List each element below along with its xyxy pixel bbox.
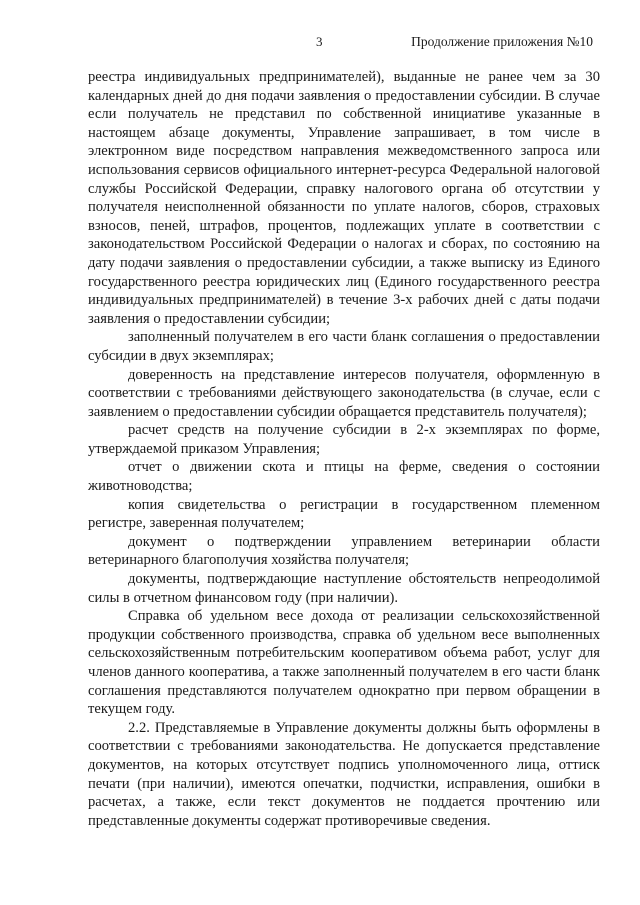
page-number: 3 bbox=[316, 34, 323, 49]
paragraph-livestock-report: отчет о движении скота и птицы на ферме, сведения о состоянии животноводства; bbox=[88, 459, 600, 495]
paragraph-power-of-attorney: доверенность на представление интересов получателя, оформленную в соответствии с требованиями действующего законодательства (в случае, если с заявлением о предоставлении субсидии обращается представитель получателя); bbox=[88, 366, 600, 420]
paragraph-agreement-form: заполненный получателем в его части бланк соглашения о предоставлении субсидии в двух экземплярах; bbox=[88, 329, 600, 364]
paragraph-funds-calculation: расчет средств на получение субсидии в 2-х экземплярах по форме, утверждаемой приказом Управления; bbox=[88, 422, 600, 457]
paragraph-breeding-registry: копия свидетельства о регистрации в государственном племенном регистре, заверенная получателем; bbox=[88, 496, 600, 532]
paragraph-income-share-certificate: Справка об удельном весе дохода от реализации сельскохозяйственной продукции собственного производства, справка об удельном весе выполненных сельскохозяйственным потребительским кооперативом объема работ, услуг для членов данного кооператива, а также заполненный получателем в его части бланк соглашения представляются получателем однократно при первом обращении в текущем году. bbox=[88, 608, 600, 718]
body-text bbox=[88, 68, 600, 830]
paragraph-section-2-2: 2.2. Представляемые в Управление документы должны быть оформлены в соответствии с требованиями законодательства. Не допускается представление документов, на которых отсутствует подпись уполномоченного лица, оттиск печати (при наличии), имеются опечатки, подчистки, исправления, ошибки в расчетах, а также, если текст документов не поддается прочтению или представленные документы содержат противоречивые сведения. bbox=[88, 719, 600, 829]
running-title: Продолжение приложения №10 bbox=[411, 34, 593, 49]
paragraph-tax-certificate: реестра индивидуальных предпринимателей), выданные не ранее чем за 30 календарных дней до дня подачи заявления о предоставлении субсидии. В случае если получатель не представил по собственной инициативе указанные в настоящем абзаце документы, Управление запрашивает, в том числе в электронном виде посредством направления межведомственного запроса или использования сервисов официального интернет-ресурса Федеральной налоговой службы Российской Федерации, справку налогового органа об отсутствии у получателя неисполненной обязанности по уплате налогов, сборов, страховых взносов, пеней, штрафов, процентов, подлежащих уплате в соответствии с законодательством Российской Федерации о налогах и сборах, по состоянию на дату подачи заявления о предоставлении субсидии, а также выписку из Единого государственного реестра юридических лиц (Единого государственного реестра индивидуальных предпринимателей) в течение 3-х рабочих дней с даты подачи заявления о предоставлении субсидии; bbox=[88, 69, 600, 327]
paragraph-veterinary-confirmation: документ о подтверждении управлением ветеринарии области ветеринарного благополучия хозяйства получателя; bbox=[88, 533, 600, 569]
paragraph-force-majeure: документы, подтверждающие наступление обстоятельств непреодолимой силы в отчетном финансовом году (при наличии). bbox=[88, 571, 600, 606]
